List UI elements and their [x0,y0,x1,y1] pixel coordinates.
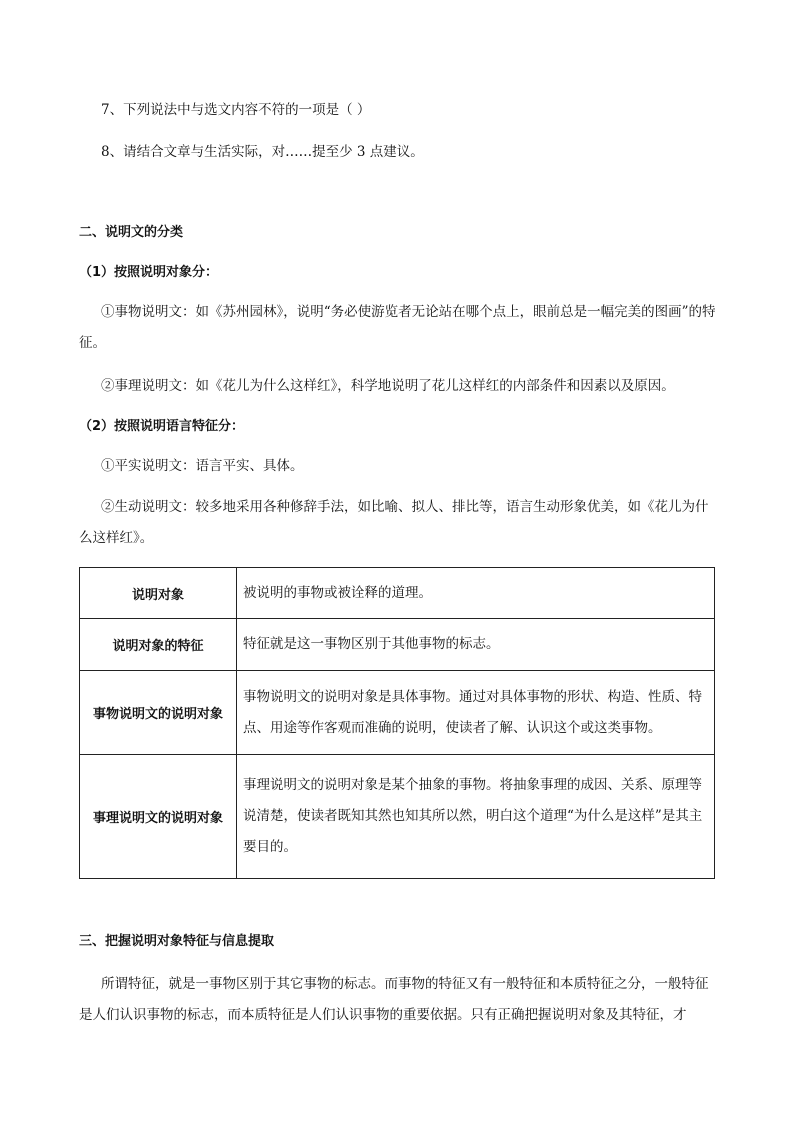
section-2-item-2: ②事理说明文：如《花儿为什么这样红》，科学地说明了花儿这样红的内部条件和因素以及原因。 [101,378,675,394]
question-7: 7、下列说法中与选文内容不符的一项是（ ） [101,102,371,118]
table-row [80,671,715,755]
table-row [80,755,715,879]
table-key: 事物说明文的说明对象 [80,671,237,755]
table-value: 事理说明文的说明对象是某个抽象的事物。将抽象事理的成因、关系、原理等说清楚，使读者既知其然也知其所以然，明白这个道理“为什么是这样”是其主要目的。 [237,755,715,879]
section-2-heading: 二、说明文的分类 [79,225,184,240]
table-value: 特征就是这一事物区别于其他事物的标志。 [237,619,715,671]
section-2-item-3: ①平实说明文：语言平实、具体。 [101,458,304,474]
table-key: 说明对象的特征 [80,619,237,671]
section-3-paragraph: 所谓特征，就是一事物区别于其它事物的标志。而事物的特征又有一般特征和本质特征之分，一般特征是人们认识事物的标志，而本质特征是人们认识事物的重要依据。只有正确把握说明对象及其特征，才 [79,976,709,1023]
question-8: 8、请结合文章与生活实际，对……提至少 3 点建议。 [101,144,424,160]
table-row [80,568,715,619]
section-2-subheading-1: （1）按照说明对象分： [79,265,219,280]
table-key: 事理说明文的说明对象 [80,755,237,879]
section-2-subheading-2: （2）按照说明语言特征分： [79,419,245,434]
section-2-item-4: ②生动说明文：较多地采用各种修辞手法，如比喻、拟人、排比等，语言生动形象优美，如《花儿为什么这样红》。 [79,499,709,546]
definition-table [79,567,715,879]
table-value: 事物说明文的说明对象是具体事物。通过对具体事物的形状、构造、性质、特点、用途等作客观而准确的说明，使读者了解、认识这个或这类事物。 [237,671,715,755]
table-key: 说明对象 [80,568,237,619]
section-3-heading: 三、把握说明对象特征与信息提取 [79,934,275,949]
section-2-item-1: ①事物说明文：如《苏州园林》，说明“务必使游览者无论站在哪个点上，眼前总是一幅完美的图画”的特征。 [79,304,716,351]
table-row [80,619,715,671]
table-value: 被说明的事物或被诠释的道理。 [237,568,715,619]
